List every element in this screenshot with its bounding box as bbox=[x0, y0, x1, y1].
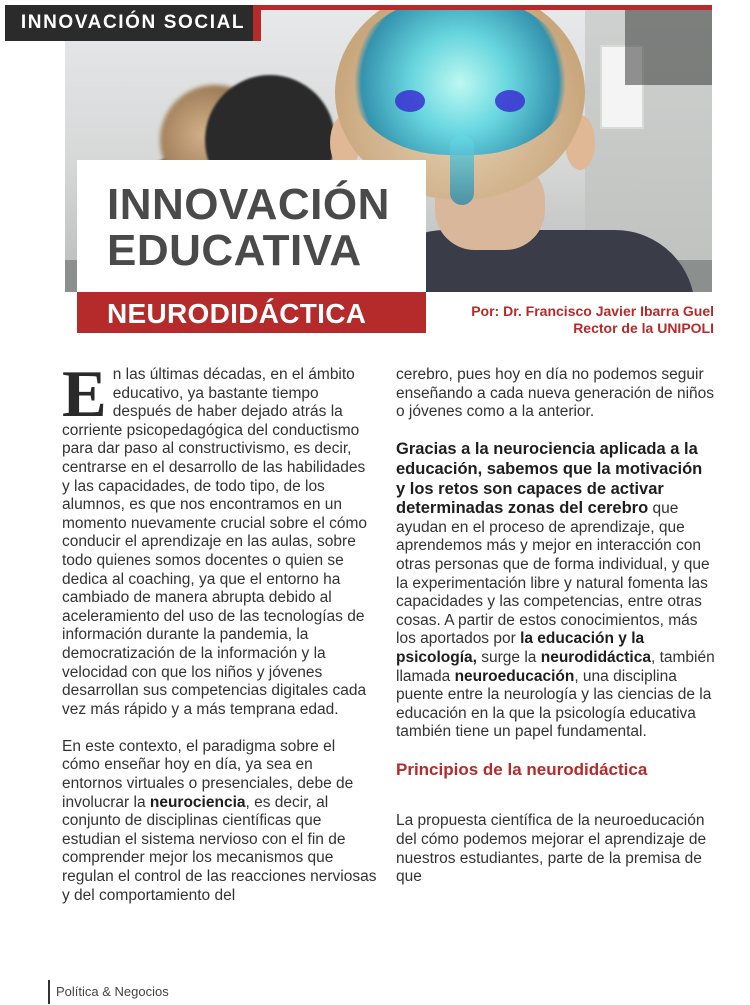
left-column bbox=[62, 357, 377, 924]
title-line-2: EDUCATIVA bbox=[107, 226, 362, 275]
title-line-1: INNOVACIÓN bbox=[107, 180, 390, 229]
term-neurociencia: neurociencia bbox=[149, 793, 246, 811]
byline bbox=[471, 303, 714, 337]
section-tag-label: INNOVACIÓN SOCIAL bbox=[20, 12, 246, 33]
left-paragraph-1-text: n las últimas décadas, en el ámbito educativo, ya bastante tiempo después de haber dejado atrás la corriente psicopedagógica del conductismo para dar paso al constructivismo, es decir, centrarse en el desarrollo de las habilidades y las capacidades, de todo tipo, de los alumnos, es que nos encontramos en un momento nuevamente crucial sobre el cómo conducir el aprendizaje en las aulas, sobre todo quienes somos docentes o quien se dedica al coaching, ya que el entorno ha cambiado de manera abrupta debido al aceleramiento del uso de las tecnologías de información durante la pandemia, la democratización de la información y la velocidad con que los niños y jóvenes desarrollan sus competencias digitales cada vez más rápido y a más temprana edad. bbox=[62, 366, 367, 718]
brain-illustration bbox=[350, 5, 570, 155]
byline-role: Rector de la UNIPOLI bbox=[573, 320, 714, 336]
term-educacion-psicologia: la educación y la psicología, bbox=[396, 630, 645, 666]
term-neuroeducacion: neuroeducación bbox=[454, 667, 575, 685]
byline-author: Por: Dr. Francisco Javier Ibarra Guel bbox=[471, 303, 714, 319]
left-paragraph-2-text-a: En este contexto, el paradigma sobre el cómo enseñar hoy en día, ya sea en entornos virtuales o presenciales, debe de involucrar la bbox=[62, 737, 354, 811]
term-neurodidactica: neurodidáctica bbox=[540, 648, 651, 666]
section-tag-accent bbox=[253, 5, 261, 41]
left-paragraph-2-text-b: , es decir, al conjunto de disciplinas científicas que estudian el sistema nervioso con el fin de comprender mejor los mecanismos que regulan el control de las reacciones nerviosas y del comportamiento del bbox=[62, 793, 377, 904]
right-paragraph-1: cerebro, pues hoy en día no podemos seguir enseñando a cada nueva generación de niños o jóvenes como a la anterior. bbox=[396, 366, 715, 421]
right-paragraph-2-text-b: surge la bbox=[476, 648, 541, 666]
left-paragraph-1 bbox=[62, 357, 377, 719]
section-heading: Principios de la neurodidáctica bbox=[396, 760, 648, 780]
right-paragraph-3: La propuesta científica de la neuroeducación del cómo podemos mejorar el aprendizaje de nuestros estudiantes, parte de la premisa de que bbox=[396, 812, 707, 886]
subtitle-bar bbox=[77, 292, 426, 333]
right-paragraph-2 bbox=[396, 440, 716, 742]
right-paragraph-2-text-d: , una disciplina puente entre la neurología y las ciencias de la educación en la que la psicología educativa también tiene un papel fundamental. bbox=[396, 667, 712, 741]
footer-rule bbox=[48, 980, 50, 1004]
right-paragraph-2-text-c: , también llamada bbox=[396, 648, 715, 685]
drop-cap: E bbox=[62, 357, 107, 431]
article-subtitle: NEURODIDÁCTICA bbox=[107, 298, 367, 329]
highlight-statement: Gracias a la neurociencia aplicada a la educación, sabemos que la motivación y los retos son capaces de activar determinadas zonas del cerebro bbox=[396, 440, 703, 518]
right-paragraph-2-text-a: que ayudan en el proceso de aprendizaje, que aprendemos más y mejor en interacción con otras personas que de forma individual, y que la experimentación libre y natural fomenta las capacidades y las competencias, entre otras cosas. A partir de estos conocimientos, más los aportados por bbox=[396, 500, 710, 648]
article-title bbox=[107, 182, 390, 274]
right-column bbox=[396, 366, 716, 905]
left-paragraph-2 bbox=[62, 738, 377, 905]
section-tag bbox=[5, 5, 261, 41]
footer-publication: Política & Negocios bbox=[56, 984, 169, 999]
title-box bbox=[77, 160, 426, 293]
